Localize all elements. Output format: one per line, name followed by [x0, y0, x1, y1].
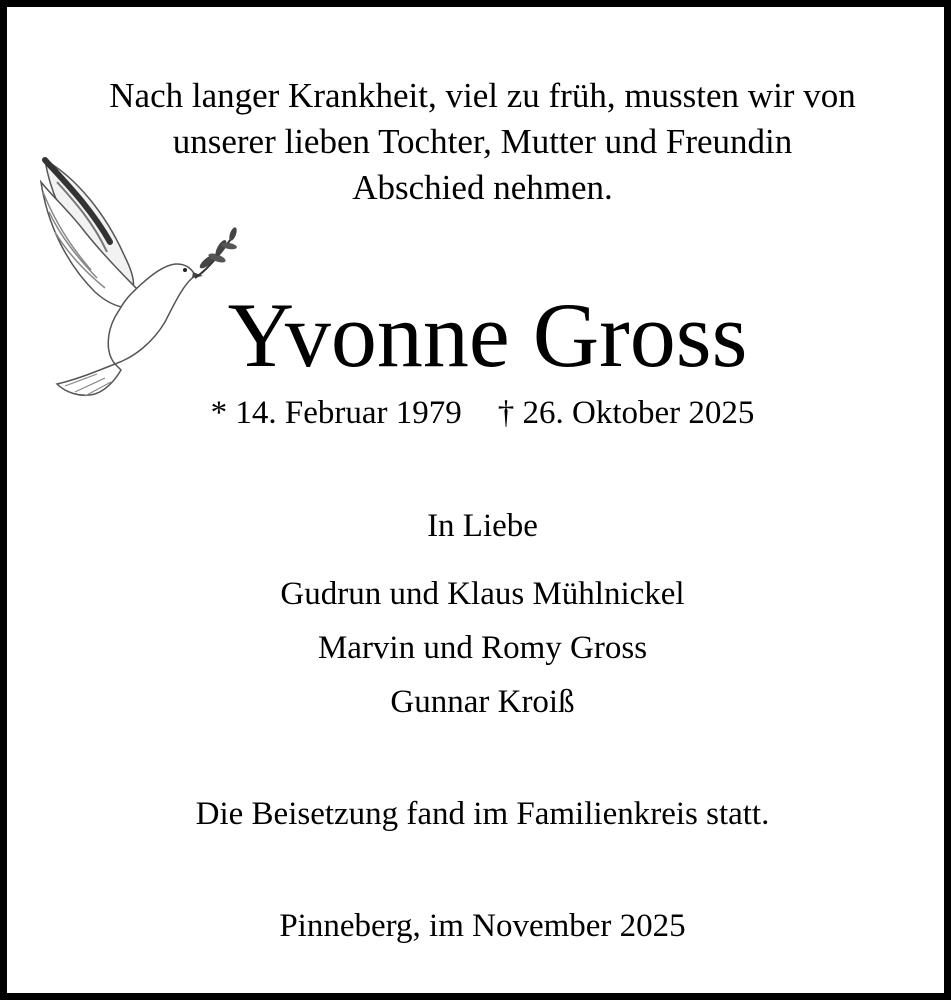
birth-date: * 14. Februar 1979 — [210, 395, 462, 431]
mourner-3: Gunnar Kroiß — [390, 684, 575, 720]
deceased-name: Yvonne Gross — [227, 284, 748, 386]
life-dates — [7, 392, 951, 434]
intro-line-3: Abschied nehmen. — [352, 168, 613, 207]
mourner-1: Gudrun und Klaus Mühlnickel — [280, 576, 685, 612]
death-date: † 26. Oktober 2025 — [497, 395, 755, 431]
funeral-note: Die Beisetzung fand im Familienkreis statt. — [195, 796, 770, 832]
mourners-list — [7, 567, 951, 729]
place-date: Pinneberg, im November 2025 — [279, 908, 686, 944]
intro-line-1: Nach langer Krankheit, viel zu früh, mussten wir von — [109, 76, 856, 115]
mourner-2: Marvin und Romy Gross — [317, 630, 648, 666]
dedication: In Liebe — [427, 508, 538, 544]
intro-line-2: unserer lieben Tochter, Mutter und Freundin — [172, 122, 793, 161]
